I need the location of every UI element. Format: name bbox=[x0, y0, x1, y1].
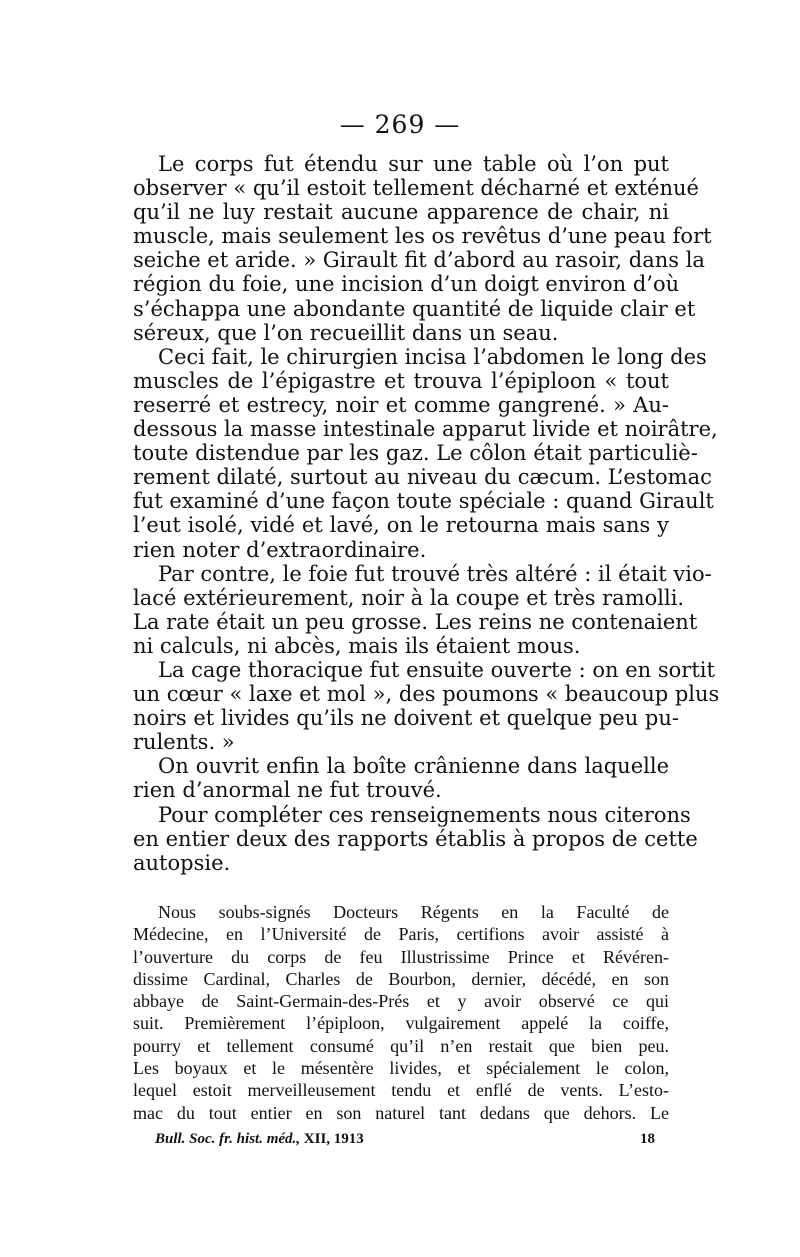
text-line: Le corps fut étendu sur une table où l’on put bbox=[158, 152, 669, 176]
text-line: rement dilaté, surtout au niveau du cæcum. L’estomac bbox=[133, 465, 712, 490]
text-line: Pour compléter ces renseignements nous citerons bbox=[158, 802, 691, 827]
text-line: rien noter d’extraordinaire. bbox=[133, 537, 427, 562]
text-line: reserré et estrecy, noir et comme gangrené. » Au- bbox=[133, 392, 669, 417]
quote-line: abbaye de Saint-Germain-des-Prés et y avoir observé ce qui bbox=[133, 991, 669, 1012]
text-line: La rate était un peu grosse. Les reins ne contenaient bbox=[133, 609, 698, 634]
text-line: muscle, mais seulement les os revêtus d’une peau fort bbox=[133, 224, 712, 249]
footer-citation bbox=[155, 1131, 364, 1147]
text-line: ni calculs, ni abcès, mais ils étaient mous. bbox=[133, 633, 581, 658]
text-line: fut examiné d’une façon toute spéciale : quand Girault bbox=[133, 489, 714, 514]
text-line: muscles de l’épigastre et trouva l’épiploon « tout bbox=[133, 368, 669, 393]
text-line: seiche et aride. » Girault fit d’abord au rasoir, dans la bbox=[133, 248, 705, 273]
text-line: On ouvrit enfin la boîte crânienne dans laquelle bbox=[158, 754, 669, 779]
text-line: rulents. » bbox=[133, 730, 235, 755]
text-line: observer « qu’il estoit tellement décharné et exténué bbox=[133, 176, 699, 201]
text-line: rien d’anormal ne fut trouvé. bbox=[133, 778, 442, 803]
text-line: noirs et livides qu’ils ne doivent et quelque peu pu- bbox=[133, 706, 679, 731]
page-footer bbox=[155, 1131, 655, 1148]
quote-line: suit. Premièrement l’épiploon, vulgairement appelé la coiffe, bbox=[133, 1013, 669, 1034]
text-line: Par contre, le foie fut trouvé très altéré : il était vio- bbox=[158, 561, 712, 586]
page-number: — 269 — bbox=[339, 110, 461, 139]
text-line: un cœur « laxe et mol », des poumons « beaucoup plus bbox=[133, 682, 720, 707]
text-line: qu’il ne luy restait aucune apparence de chair, ni bbox=[133, 200, 669, 225]
text-line: La cage thoracique fut ensuite ouverte : on en sortit bbox=[158, 657, 715, 682]
text-line: s’échappa une abondante quantité de liquide clair et bbox=[133, 296, 696, 321]
text-line: séreux, que l’on recueillit dans un seau. bbox=[133, 320, 559, 345]
text-line: dessous la masse intestinale apparut livide et noirâtre, bbox=[133, 417, 718, 442]
quote-line: dissime Cardinal, Charles de Bourbon, dernier, décédé, en son bbox=[133, 968, 669, 989]
quote-line: Nous soubs-signés Docteurs Régents en la Faculté de bbox=[158, 902, 669, 922]
text-line: l’eut isolé, vidé et lavé, on le retourna mais sans y bbox=[133, 513, 669, 538]
footer-journal: Bull. Soc. fr. hist. méd., bbox=[155, 1131, 301, 1147]
text-line: région du foie, une incision d’un doigt environ d’où bbox=[133, 272, 680, 297]
text-line: en entier deux des rapports établis à propos de cette bbox=[133, 826, 698, 851]
quote-line: lequel estoit merveilleusement tendu et enflé de vents. L’esto- bbox=[133, 1080, 669, 1101]
quote-line: pourry et tellement consumé qu’il n’en restait que bien peu. bbox=[133, 1035, 669, 1056]
footer-signature-mark: 18 bbox=[640, 1131, 655, 1147]
footer-volume-year: XII, 1913 bbox=[303, 1131, 364, 1147]
quote-line: l’ouverture du corps de feu Illustrissime Prince et Révéren- bbox=[133, 946, 669, 967]
quoted-autopsy-report bbox=[133, 901, 669, 1124]
text-line: Ceci fait, le chirurgien incisa l’abdomen le long des bbox=[158, 344, 707, 369]
main-body-text bbox=[133, 152, 720, 875]
quote-line: Médecine, en l’Université de Paris, certifions avoir assisté à bbox=[133, 924, 669, 945]
text-line: autopsie. bbox=[133, 850, 231, 875]
text-line: lacé extérieurement, noir à la coupe et très ramolli. bbox=[133, 585, 685, 610]
quote-line: mac du tout entier en son naturel tant dedans que dehors. Le bbox=[133, 1102, 669, 1123]
quote-line: Les boyaux et le mésentère livides, et spécialement le colon, bbox=[133, 1058, 669, 1079]
text-line: toute distendue par les gaz. Le côlon était particuliè- bbox=[133, 441, 698, 466]
